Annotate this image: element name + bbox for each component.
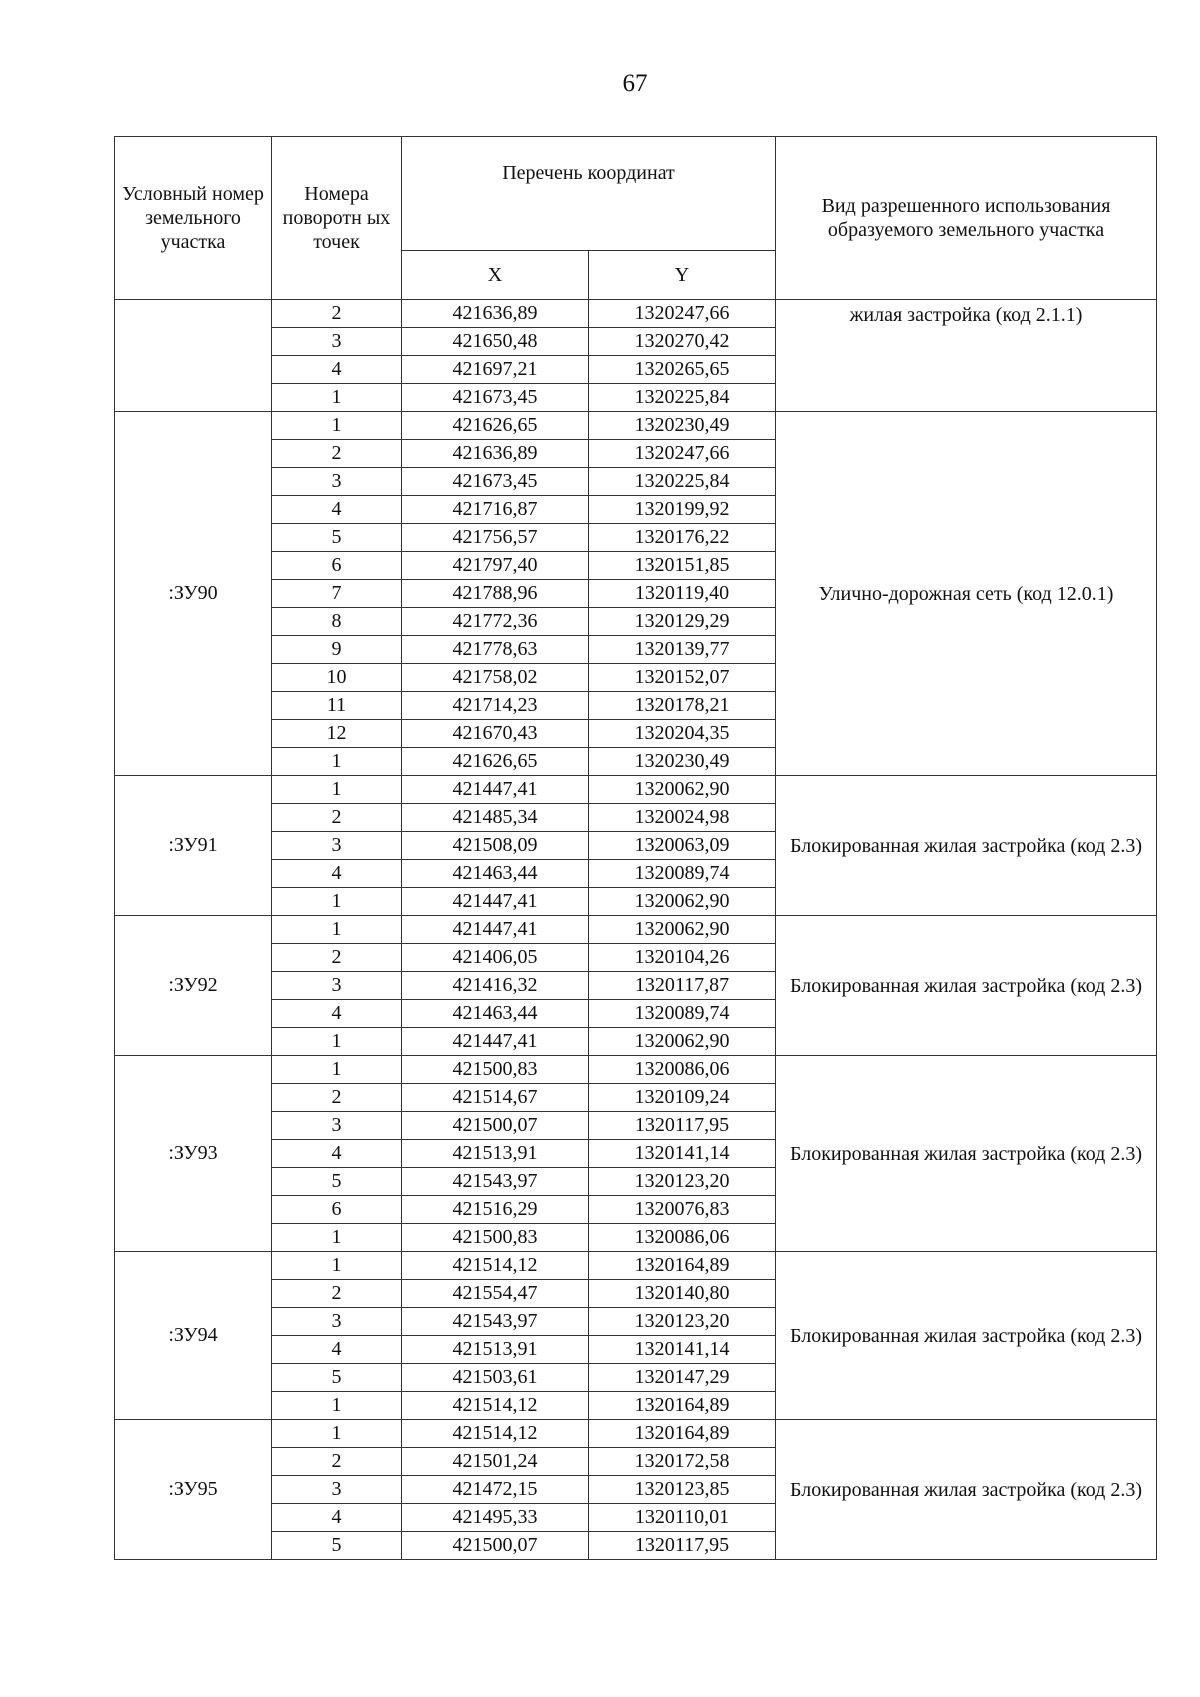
parcel-number-cell: :ЗУ95 xyxy=(115,1420,272,1560)
point-number-cell: 3 xyxy=(272,1476,402,1504)
point-number-cell: 2 xyxy=(272,1084,402,1112)
y-coordinate-cell: 1320024,98 xyxy=(589,804,776,832)
y-coordinate-cell: 1320089,74 xyxy=(589,860,776,888)
x-coordinate-cell: 421788,96 xyxy=(402,580,589,608)
point-number-cell: 8 xyxy=(272,608,402,636)
x-coordinate-cell: 421626,65 xyxy=(402,748,589,776)
table-row xyxy=(115,916,1157,944)
x-coordinate-cell: 421447,41 xyxy=(402,888,589,916)
header-usage: Вид разрешенного использования образуемого земельного участка xyxy=(776,137,1157,300)
usage-cell: Улично-дорожная сеть (код 12.0.1) xyxy=(776,412,1157,776)
y-coordinate-cell: 1320062,90 xyxy=(589,888,776,916)
point-number-cell: 1 xyxy=(272,1252,402,1280)
table-body xyxy=(115,300,1157,1560)
point-number-cell: 2 xyxy=(272,944,402,972)
point-number-cell: 7 xyxy=(272,580,402,608)
table-row xyxy=(115,1056,1157,1084)
y-coordinate-cell: 1320204,35 xyxy=(589,720,776,748)
point-number-cell: 9 xyxy=(272,636,402,664)
y-coordinate-cell: 1320062,90 xyxy=(589,1028,776,1056)
parcel-number-cell xyxy=(115,300,272,412)
point-number-cell: 1 xyxy=(272,916,402,944)
parcel-number-cell: :ЗУ90 xyxy=(115,412,272,776)
x-coordinate-cell: 421543,97 xyxy=(402,1168,589,1196)
point-number-cell: 4 xyxy=(272,496,402,524)
x-coordinate-cell: 421673,45 xyxy=(402,384,589,412)
x-coordinate-cell: 421758,02 xyxy=(402,664,589,692)
y-coordinate-cell: 1320225,84 xyxy=(589,384,776,412)
x-coordinate-cell: 421447,41 xyxy=(402,916,589,944)
y-coordinate-cell: 1320123,20 xyxy=(589,1168,776,1196)
point-number-cell: 1 xyxy=(272,412,402,440)
point-number-cell: 4 xyxy=(272,1504,402,1532)
point-number-cell: 5 xyxy=(272,1532,402,1560)
point-number-cell: 3 xyxy=(272,1112,402,1140)
point-number-cell: 4 xyxy=(272,1140,402,1168)
page-number: 67 xyxy=(622,70,648,97)
y-coordinate-cell: 1320062,90 xyxy=(589,916,776,944)
y-coordinate-cell: 1320089,74 xyxy=(589,1000,776,1028)
y-coordinate-cell: 1320270,42 xyxy=(589,328,776,356)
coordinates-table xyxy=(114,136,1157,1560)
x-coordinate-cell: 421416,32 xyxy=(402,972,589,1000)
y-coordinate-cell: 1320086,06 xyxy=(589,1056,776,1084)
point-number-cell: 4 xyxy=(272,356,402,384)
point-number-cell: 6 xyxy=(272,1196,402,1224)
y-coordinate-cell: 1320141,14 xyxy=(589,1140,776,1168)
header-coordinates: Перечень координат xyxy=(402,137,776,251)
point-number-cell: 12 xyxy=(272,720,402,748)
x-coordinate-cell: 421500,07 xyxy=(402,1112,589,1140)
y-coordinate-cell: 1320110,01 xyxy=(589,1504,776,1532)
x-coordinate-cell: 421636,89 xyxy=(402,440,589,468)
table-header xyxy=(115,137,1157,300)
x-coordinate-cell: 421650,48 xyxy=(402,328,589,356)
point-number-cell: 5 xyxy=(272,1364,402,1392)
point-number-cell: 10 xyxy=(272,664,402,692)
y-coordinate-cell: 1320172,58 xyxy=(589,1448,776,1476)
y-coordinate-cell: 1320199,92 xyxy=(589,496,776,524)
x-coordinate-cell: 421500,07 xyxy=(402,1532,589,1560)
point-number-cell: 1 xyxy=(272,776,402,804)
x-coordinate-cell: 421516,29 xyxy=(402,1196,589,1224)
x-coordinate-cell: 421670,43 xyxy=(402,720,589,748)
x-coordinate-cell: 421697,21 xyxy=(402,356,589,384)
y-coordinate-cell: 1320225,84 xyxy=(589,468,776,496)
point-number-cell: 1 xyxy=(272,1392,402,1420)
y-coordinate-cell: 1320247,66 xyxy=(589,440,776,468)
x-coordinate-cell: 421500,83 xyxy=(402,1056,589,1084)
parcel-number-cell: :ЗУ92 xyxy=(115,916,272,1056)
point-number-cell: 1 xyxy=(272,888,402,916)
point-number-cell: 4 xyxy=(272,1000,402,1028)
x-coordinate-cell: 421513,91 xyxy=(402,1336,589,1364)
point-number-cell: 5 xyxy=(272,1168,402,1196)
y-coordinate-cell: 1320104,26 xyxy=(589,944,776,972)
x-coordinate-cell: 421406,05 xyxy=(402,944,589,972)
point-number-cell: 3 xyxy=(272,328,402,356)
parcel-number-cell: :ЗУ91 xyxy=(115,776,272,916)
y-coordinate-cell: 1320164,89 xyxy=(589,1420,776,1448)
x-coordinate-cell: 421714,23 xyxy=(402,692,589,720)
x-coordinate-cell: 421463,44 xyxy=(402,860,589,888)
x-coordinate-cell: 421495,33 xyxy=(402,1504,589,1532)
x-coordinate-cell: 421756,57 xyxy=(402,524,589,552)
x-coordinate-cell: 421514,12 xyxy=(402,1392,589,1420)
y-coordinate-cell: 1320147,29 xyxy=(589,1364,776,1392)
y-coordinate-cell: 1320152,07 xyxy=(589,664,776,692)
point-number-cell: 1 xyxy=(272,1028,402,1056)
x-coordinate-cell: 421472,15 xyxy=(402,1476,589,1504)
header-point-numbers: Номера поворотн ых точек xyxy=(272,137,402,300)
table-row xyxy=(115,776,1157,804)
x-coordinate-cell: 421626,65 xyxy=(402,412,589,440)
point-number-cell: 2 xyxy=(272,440,402,468)
x-coordinate-cell: 421447,41 xyxy=(402,1028,589,1056)
table-row xyxy=(115,412,1157,440)
x-coordinate-cell: 421716,87 xyxy=(402,496,589,524)
usage-cell: Блокированная жилая застройка (код 2.3) xyxy=(776,1252,1157,1420)
table-row xyxy=(115,1420,1157,1448)
usage-cell: Блокированная жилая застройка (код 2.3) xyxy=(776,916,1157,1056)
y-coordinate-cell: 1320141,14 xyxy=(589,1336,776,1364)
y-coordinate-cell: 1320123,85 xyxy=(589,1476,776,1504)
y-coordinate-cell: 1320117,95 xyxy=(589,1532,776,1560)
y-coordinate-cell: 1320265,65 xyxy=(589,356,776,384)
x-coordinate-cell: 421447,41 xyxy=(402,776,589,804)
parcel-number-cell: :ЗУ93 xyxy=(115,1056,272,1252)
point-number-cell: 11 xyxy=(272,692,402,720)
y-coordinate-cell: 1320151,85 xyxy=(589,552,776,580)
x-coordinate-cell: 421508,09 xyxy=(402,832,589,860)
usage-cell: Блокированная жилая застройка (код 2.3) xyxy=(776,776,1157,916)
y-coordinate-cell: 1320140,80 xyxy=(589,1280,776,1308)
x-coordinate-cell: 421514,12 xyxy=(402,1252,589,1280)
y-coordinate-cell: 1320230,49 xyxy=(589,412,776,440)
usage-cell: Блокированная жилая застройка (код 2.3) xyxy=(776,1056,1157,1252)
y-coordinate-cell: 1320063,09 xyxy=(589,832,776,860)
header-parcel-number: Условный номер земельного участка xyxy=(115,137,272,300)
y-coordinate-cell: 1320247,66 xyxy=(589,300,776,328)
x-coordinate-cell: 421673,45 xyxy=(402,468,589,496)
y-coordinate-cell: 1320076,83 xyxy=(589,1196,776,1224)
y-coordinate-cell: 1320109,24 xyxy=(589,1084,776,1112)
point-number-cell: 4 xyxy=(272,1336,402,1364)
x-coordinate-cell: 421514,67 xyxy=(402,1084,589,1112)
x-coordinate-cell: 421513,91 xyxy=(402,1140,589,1168)
x-coordinate-cell: 421543,97 xyxy=(402,1308,589,1336)
point-number-cell: 1 xyxy=(272,384,402,412)
y-coordinate-cell: 1320164,89 xyxy=(589,1392,776,1420)
x-coordinate-cell: 421636,89 xyxy=(402,300,589,328)
y-coordinate-cell: 1320123,20 xyxy=(589,1308,776,1336)
point-number-cell: 3 xyxy=(272,972,402,1000)
point-number-cell: 3 xyxy=(272,832,402,860)
x-coordinate-cell: 421797,40 xyxy=(402,552,589,580)
point-number-cell: 2 xyxy=(272,804,402,832)
y-coordinate-cell: 1320139,77 xyxy=(589,636,776,664)
y-coordinate-cell: 1320178,21 xyxy=(589,692,776,720)
x-coordinate-cell: 421500,83 xyxy=(402,1224,589,1252)
y-coordinate-cell: 1320086,06 xyxy=(589,1224,776,1252)
y-coordinate-cell: 1320117,87 xyxy=(589,972,776,1000)
x-coordinate-cell: 421463,44 xyxy=(402,1000,589,1028)
table-row xyxy=(115,1252,1157,1280)
y-coordinate-cell: 1320129,29 xyxy=(589,608,776,636)
point-number-cell: 1 xyxy=(272,748,402,776)
point-number-cell: 1 xyxy=(272,1420,402,1448)
point-number-cell: 2 xyxy=(272,1448,402,1476)
point-number-cell: 3 xyxy=(272,468,402,496)
point-number-cell: 2 xyxy=(272,300,402,328)
usage-cell: жилая застройка (код 2.1.1) xyxy=(776,300,1157,412)
point-number-cell: 6 xyxy=(272,552,402,580)
y-coordinate-cell: 1320230,49 xyxy=(589,748,776,776)
x-coordinate-cell: 421501,24 xyxy=(402,1448,589,1476)
y-coordinate-cell: 1320117,95 xyxy=(589,1112,776,1140)
header-y: Y xyxy=(589,251,776,300)
x-coordinate-cell: 421554,47 xyxy=(402,1280,589,1308)
y-coordinate-cell: 1320176,22 xyxy=(589,524,776,552)
y-coordinate-cell: 1320164,89 xyxy=(589,1252,776,1280)
x-coordinate-cell: 421503,61 xyxy=(402,1364,589,1392)
y-coordinate-cell: 1320062,90 xyxy=(589,776,776,804)
point-number-cell: 2 xyxy=(272,1280,402,1308)
point-number-cell: 3 xyxy=(272,1308,402,1336)
point-number-cell: 1 xyxy=(272,1056,402,1084)
x-coordinate-cell: 421514,12 xyxy=(402,1420,589,1448)
point-number-cell: 4 xyxy=(272,860,402,888)
x-coordinate-cell: 421772,36 xyxy=(402,608,589,636)
x-coordinate-cell: 421778,63 xyxy=(402,636,589,664)
usage-cell: Блокированная жилая застройка (код 2.3) xyxy=(776,1420,1157,1560)
parcel-number-cell: :ЗУ94 xyxy=(115,1252,272,1420)
x-coordinate-cell: 421485,34 xyxy=(402,804,589,832)
y-coordinate-cell: 1320119,40 xyxy=(589,580,776,608)
header-x: X xyxy=(402,251,589,300)
point-number-cell: 5 xyxy=(272,524,402,552)
point-number-cell: 1 xyxy=(272,1224,402,1252)
table-row xyxy=(115,300,1157,328)
